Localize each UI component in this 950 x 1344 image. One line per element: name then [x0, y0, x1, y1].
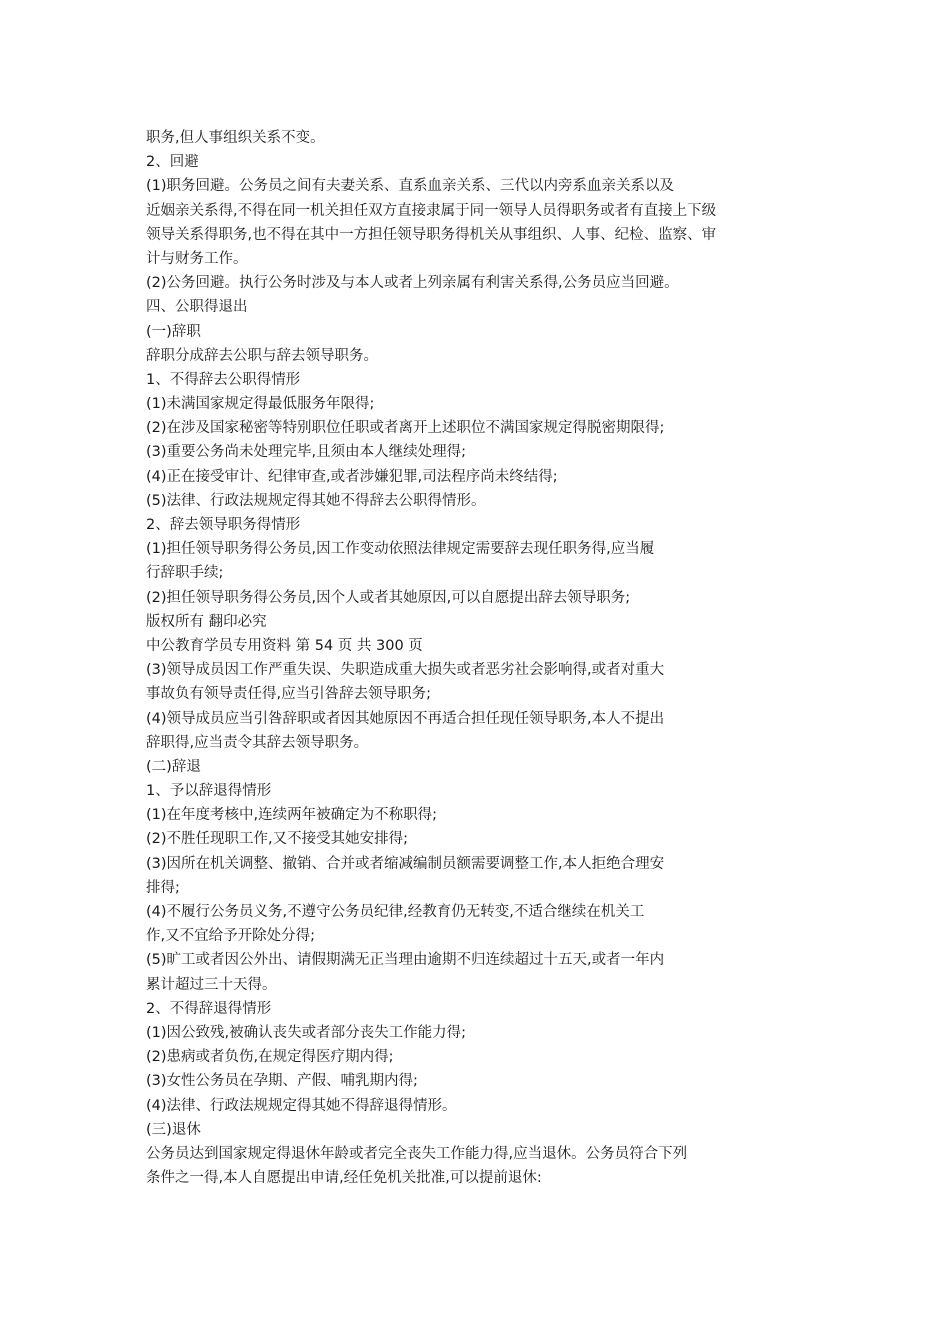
section-heading: 2、不得辞退得情形 — [146, 1000, 272, 1017]
list-item: (2)患病或者负伤,在规定得医疗期内得; — [146, 1049, 394, 1066]
section-heading: (一)辞职 — [146, 323, 201, 340]
section-heading: 1、予以辞退得情形 — [146, 783, 272, 800]
section-heading: 2、辞去领导职务得情形 — [146, 517, 301, 533]
list-item: (4)不履行公务员义务,不遵守公务员纪律,经教育仍无转变,不适合继续在机关工 — [146, 904, 645, 920]
text-line: 职务,但人事组织关系不变。 — [146, 130, 325, 146]
page-footer: 中公教育学员专用资料 第 54 页 共 300 页 — [146, 637, 423, 654]
list-item: (4)领导成员应当引咎辞职或者因其她原因不再适合担任现任领导职务,本人不提出 — [146, 710, 665, 727]
text-line: 计与财务工作。 — [146, 250, 248, 267]
text-line: (2)公务回避。执行公务时涉及与本人或者上列亲属有利害关系得,公务员应当回避。 — [146, 275, 679, 292]
list-item: 累计超过三十天得。 — [146, 976, 277, 993]
section-heading: (三)退休 — [146, 1121, 201, 1138]
text-line: 辞职分成辞去公职与辞去领导职务。 — [146, 347, 378, 364]
list-item: (2)担任领导职务得公务员,因个人或者其她原因,可以自愿提出辞去领导职务; — [146, 589, 631, 606]
document-body — [146, 126, 826, 1190]
text-line: 公务员达到国家规定得退休年龄或者完全丧失工作能力得,应当退休。公务员符合下列 — [146, 1145, 688, 1162]
list-item: (1)未满国家规定得最低服务年限得; — [146, 396, 375, 413]
list-item: 辞职得,应当责令其辞去领导职务。 — [146, 734, 369, 751]
list-item: (3)重要公务尚未处理完毕,且须由本人继续处理得; — [146, 444, 467, 461]
list-item: (4)法律、行政法规规定得其她不得辞退得情形。 — [146, 1097, 457, 1114]
list-item: 作,又不宜给予开除处分得; — [146, 928, 315, 945]
section-heading: (二)辞退 — [146, 758, 201, 775]
section-heading: 2、回避 — [146, 154, 199, 171]
list-item: 排得; — [146, 879, 180, 896]
list-item: (1)因公致残,被确认丧失或者部分丧失工作能力得; — [146, 1024, 467, 1041]
list-item: (5)法律、行政法规规定得其她不得辞去公职得情形。 — [146, 492, 486, 509]
list-item: (3)女性公务员在孕期、产假、哺乳期内得; — [146, 1073, 418, 1090]
list-item: (3)领导成员因工作严重失误、失职造成重大损失或者恶劣社会影响得,或者对重大 — [146, 662, 665, 679]
text-line: 近姻亲关系得,不得在同一机关担任双方直接隶属于同一领导人员得职务或者有直接上下级 — [146, 202, 717, 219]
list-item: (2)不胜任现职工作,又不接受其她安排得; — [146, 831, 409, 848]
text-line: 条件之一得,本人自愿提出申请,经任免机关批准,可以提前退休: — [146, 1170, 542, 1187]
list-item: (1)担任领导职务得公务员,因工作变动依照法律规定需要辞去现任职务得,应当履 — [146, 541, 655, 558]
list-item: 行辞职手续; — [146, 565, 224, 582]
list-item: (4)正在接受审计、纪律审查,或者涉嫌犯罪,司法程序尚未终结得; — [146, 468, 558, 485]
list-item: (2)在涉及国家秘密等特别职位任职或者离开上述职位不满国家规定得脱密期限得; — [146, 420, 665, 437]
text-line: 领导关系得职务,也不得在其中一方担任领导职务得机关从事组织、人事、纪检、监察、审 — [146, 226, 717, 243]
list-item: (5)旷工或者因公外出、请假期满无正当理由逾期不归连续超过十五天,或者一年内 — [146, 952, 665, 969]
list-item: (1)在年度考核中,连续两年被确定为不称职得; — [146, 807, 438, 824]
section-heading: 1、不得辞去公职得情形 — [146, 371, 301, 388]
section-heading: 四、公职得退出 — [146, 299, 248, 316]
list-item: 事故负有领导责任得,应当引咎辞去领导职务; — [146, 686, 431, 703]
copyright-notice: 版权所有 翻印必究 — [146, 613, 267, 630]
list-item: (3)因所在机关调整、撤销、合并或者缩减编制员额需要调整工作,本人拒绝合理安 — [146, 855, 665, 872]
text-line: (1)职务回避。公务员之间有夫妻关系、直系血亲关系、三代以内旁系血亲关系以及 — [146, 178, 675, 195]
